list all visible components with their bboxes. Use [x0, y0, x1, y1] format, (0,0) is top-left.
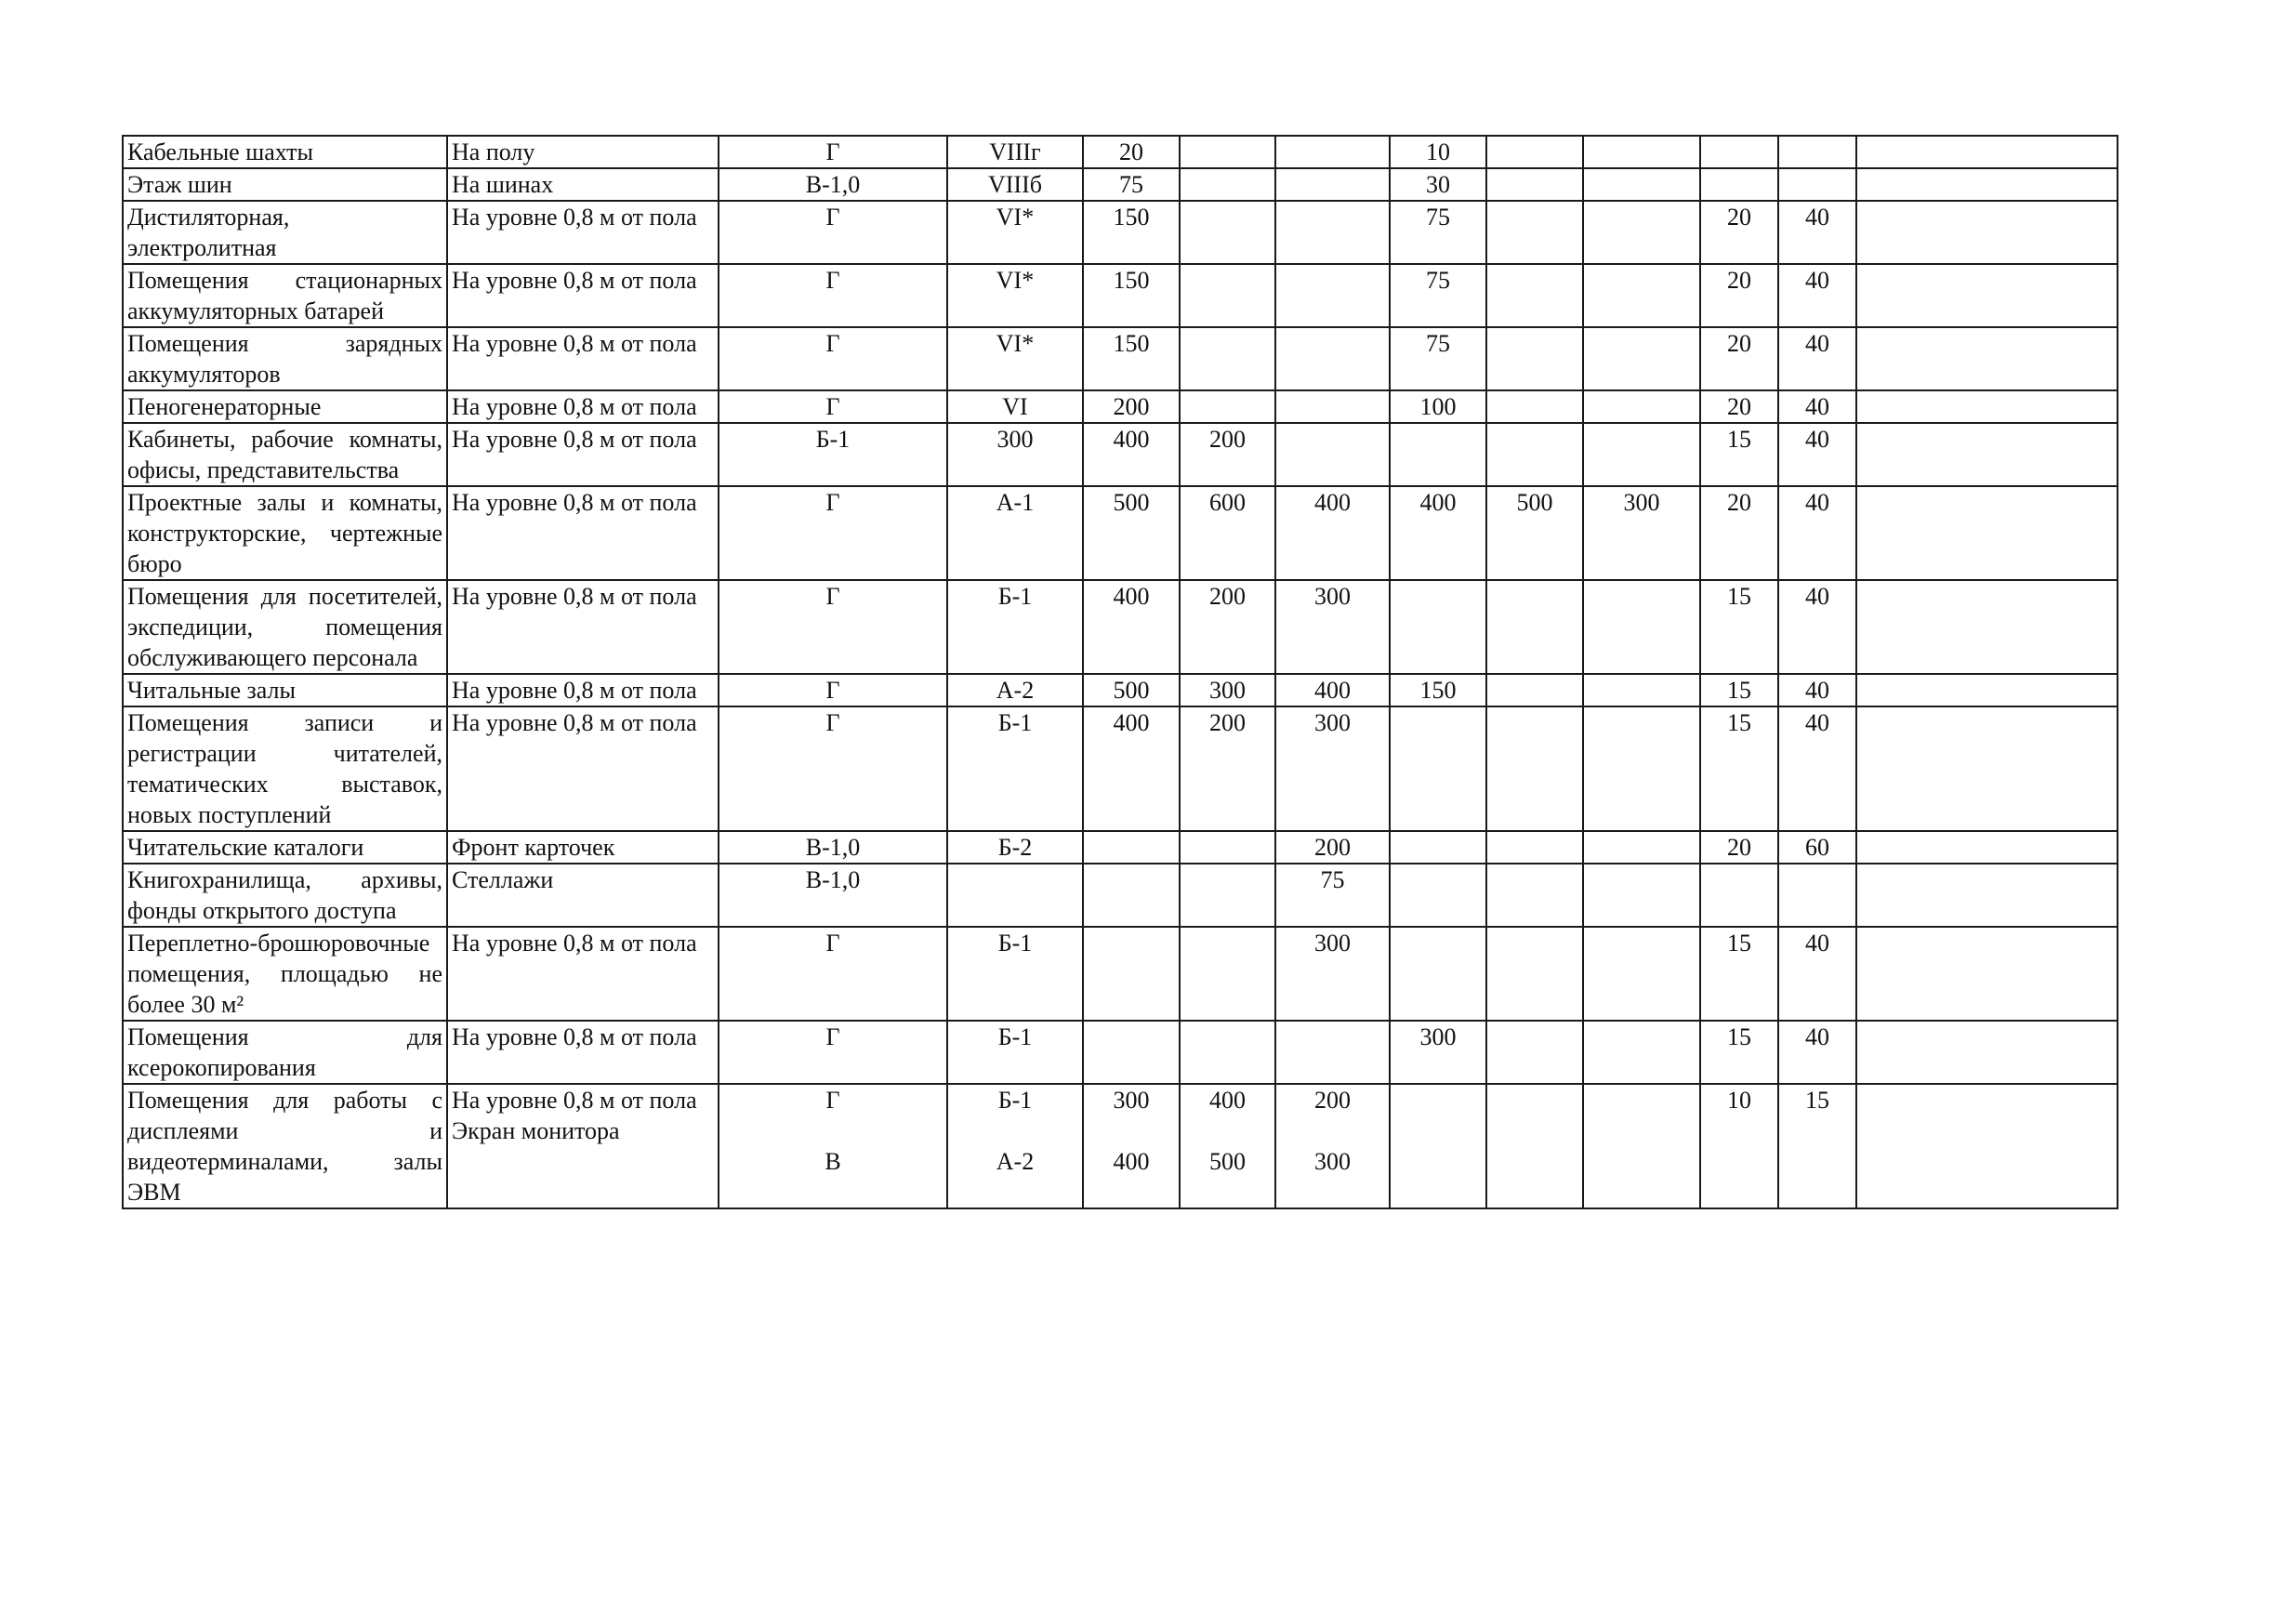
room-cell: Помещения для работы с дисплеями и видеотерминалами, залы ЭВМ: [123, 1084, 447, 1208]
value-cell: 400: [1390, 486, 1486, 580]
value-cell: [1275, 168, 1390, 201]
value-sub-2: 300: [1314, 1148, 1351, 1175]
plane-cell: На уровне 0,8 м от пола: [447, 674, 719, 706]
value-cell: В-1,0: [719, 864, 947, 927]
value-cell: VIIIг: [947, 136, 1083, 168]
value-cell: [1083, 1021, 1180, 1084]
value-cell: В-1,0: [719, 168, 947, 201]
value-cell: 40: [1778, 423, 1856, 486]
value-cell: 10: [1700, 1084, 1778, 1208]
value-cell: VIIIб: [947, 168, 1083, 201]
value-cell: [1583, 580, 1700, 674]
value-cell: 40: [1778, 390, 1856, 423]
value-cell: [1486, 1021, 1583, 1084]
value-cell: 15: [1700, 927, 1778, 1021]
value-cell: [1856, 390, 2118, 423]
table-row: [123, 264, 2118, 327]
value-sub-1: Б-1: [997, 1087, 1033, 1114]
value-cell: [1486, 580, 1583, 674]
room-cell: Помещения зарядных аккумуляторов: [123, 327, 447, 390]
value-cell: 75: [1083, 168, 1180, 201]
value-cell: 300: [1390, 1021, 1486, 1084]
value-cell: [1583, 390, 1700, 423]
value-cell: А-1: [947, 486, 1083, 580]
table-row: [123, 864, 2118, 927]
value-cell: 15: [1700, 1021, 1778, 1084]
value-cell: Г: [719, 201, 947, 264]
plane-cell: На уровне 0,8 м от пола: [447, 264, 719, 327]
value-cell: [1778, 136, 1856, 168]
value-cell: 300: [1583, 486, 1700, 580]
value-cell: 200: [1180, 580, 1275, 674]
value-cell: 200: [1083, 390, 1180, 423]
room-cell: Помещения для ксерокопирования: [123, 1021, 447, 1084]
value-cell: [1390, 864, 1486, 927]
value-cell: [1180, 201, 1275, 264]
value-cell: 300: [947, 423, 1083, 486]
value-cell: [1856, 1084, 2118, 1208]
value-cell: 40: [1778, 201, 1856, 264]
room-cell: Книгохранилища, архивы, фонды открытого доступа: [123, 864, 447, 927]
value-cell: [1583, 423, 1700, 486]
value-cell: 300: [1275, 580, 1390, 674]
room-cell: Кабинеты, рабочие комнаты, офисы, представительства: [123, 423, 447, 486]
table-row: [123, 327, 2118, 390]
value-cell: [1180, 831, 1275, 864]
value-cell: [1778, 168, 1856, 201]
value-cell: 150: [1390, 674, 1486, 706]
value-cell: [1390, 423, 1486, 486]
value-cell: 20: [1700, 831, 1778, 864]
value-cell: [1700, 136, 1778, 168]
value-cell: [1275, 423, 1390, 486]
value-cell: [1390, 706, 1486, 831]
value-cell: [1275, 390, 1390, 423]
value-cell: VI: [947, 390, 1083, 423]
plane-cell: На уровне 0,8 м от пола: [447, 706, 719, 831]
room-cell: Помещения стационарных аккумуляторных батарей: [123, 264, 447, 327]
plane-cell: Стеллажи: [447, 864, 719, 927]
value-cell: 400: [1083, 580, 1180, 674]
value-cell: [1180, 327, 1275, 390]
value-cell: [1083, 927, 1180, 1021]
room-cell: Читальные залы: [123, 674, 447, 706]
plane-cell: На полу: [447, 136, 719, 168]
value-sub-1: 300: [1113, 1087, 1150, 1114]
value-cell: [1486, 168, 1583, 201]
value-cell: Г: [719, 136, 947, 168]
value-cell: 200: [1275, 831, 1390, 864]
value-cell: [947, 1084, 1083, 1208]
value-cell: [1856, 580, 2118, 674]
value-cell: [1583, 201, 1700, 264]
value-cell: А-2: [947, 674, 1083, 706]
plane-cell: На уровне 0,8 м от пола: [447, 201, 719, 264]
value-cell: [1390, 580, 1486, 674]
value-cell: [1486, 706, 1583, 831]
room-cell: Дистиляторная, электролитная: [123, 201, 447, 264]
value-cell: 10: [1390, 136, 1486, 168]
value-cell: 75: [1390, 264, 1486, 327]
value-cell: Г: [719, 706, 947, 831]
value-cell: 200: [1180, 423, 1275, 486]
value-cell: [1180, 390, 1275, 423]
value-cell: Г: [719, 580, 947, 674]
value-cell: [1180, 1084, 1275, 1208]
value-cell: [1180, 136, 1275, 168]
table-row: [123, 1084, 2118, 1208]
value-cell: 600: [1180, 486, 1275, 580]
table-body: [123, 136, 2118, 1208]
plane-cell: [447, 1084, 719, 1208]
value-cell: [1583, 327, 1700, 390]
value-cell: [1275, 136, 1390, 168]
value-cell: [1856, 864, 2118, 927]
value-cell: [1180, 1021, 1275, 1084]
table-row: [123, 136, 2118, 168]
value-cell: [1275, 201, 1390, 264]
value-cell: [1856, 674, 2118, 706]
value-cell: 15: [1700, 423, 1778, 486]
value-cell: 150: [1083, 264, 1180, 327]
plane-sub-1: На уровне 0,8 м от пола: [452, 1087, 697, 1114]
value-cell: 40: [1778, 327, 1856, 390]
table-row: [123, 201, 2118, 264]
value-cell: [1856, 136, 2118, 168]
value-cell: [1180, 927, 1275, 1021]
value-sub-2: В: [825, 1148, 841, 1175]
value-cell: [947, 864, 1083, 927]
value-cell: Г: [719, 674, 947, 706]
table-row: [123, 390, 2118, 423]
plane-cell: На уровне 0,8 м от пола: [447, 390, 719, 423]
value-cell: 300: [1275, 706, 1390, 831]
value-cell: [1275, 1084, 1390, 1208]
value-cell: Г: [719, 486, 947, 580]
value-cell: [1486, 390, 1583, 423]
value-cell: 40: [1778, 927, 1856, 1021]
value-cell: Б-1: [947, 706, 1083, 831]
value-cell: [1583, 831, 1700, 864]
value-cell: [1083, 1084, 1180, 1208]
plane-cell: На уровне 0,8 м от пола: [447, 486, 719, 580]
value-sub-1: 200: [1314, 1087, 1351, 1114]
value-cell: [719, 1084, 947, 1208]
value-cell: [1486, 264, 1583, 327]
value-cell: [1583, 168, 1700, 201]
value-cell: 500: [1083, 486, 1180, 580]
plane-cell: Фронт карточек: [447, 831, 719, 864]
value-cell: 75: [1390, 327, 1486, 390]
table-row: [123, 706, 2118, 831]
table-row: [123, 423, 2118, 486]
value-cell: [1486, 201, 1583, 264]
value-cell: Б-1: [947, 927, 1083, 1021]
value-cell: 20: [1700, 201, 1778, 264]
value-cell: 15: [1700, 580, 1778, 674]
table-row: [123, 486, 2118, 580]
value-cell: [1583, 864, 1700, 927]
plane-cell: На шинах: [447, 168, 719, 201]
room-cell: Переплетно-брошюровочные помещения, площадью не более 30 м²: [123, 927, 447, 1021]
value-cell: 400: [1275, 486, 1390, 580]
value-cell: [1856, 831, 2118, 864]
value-cell: 400: [1275, 674, 1390, 706]
value-cell: 15: [1700, 674, 1778, 706]
value-cell: Г: [719, 927, 947, 1021]
value-cell: [1486, 864, 1583, 927]
plane-cell: На уровне 0,8 м от пола: [447, 423, 719, 486]
room-cell: Пеногенераторные: [123, 390, 447, 423]
value-sub-1: 400: [1209, 1087, 1246, 1114]
value-cell: 20: [1700, 486, 1778, 580]
plane-cell: На уровне 0,8 м от пола: [447, 580, 719, 674]
value-cell: 20: [1700, 390, 1778, 423]
table-row: [123, 674, 2118, 706]
room-cell: Этаж шин: [123, 168, 447, 201]
value-cell: 75: [1275, 864, 1390, 927]
value-cell: 400: [1083, 706, 1180, 831]
value-cell: Г: [719, 390, 947, 423]
value-cell: [1700, 168, 1778, 201]
value-cell: [1486, 927, 1583, 1021]
value-cell: VI*: [947, 201, 1083, 264]
value-cell: VI*: [947, 327, 1083, 390]
room-cell: Читательские каталоги: [123, 831, 447, 864]
value-cell: [1180, 264, 1275, 327]
value-cell: [1180, 864, 1275, 927]
value-cell: [1583, 264, 1700, 327]
value-cell: [1083, 864, 1180, 927]
value-cell: Г: [719, 327, 947, 390]
value-cell: [1275, 264, 1390, 327]
value-cell: VI*: [947, 264, 1083, 327]
value-cell: [1583, 927, 1700, 1021]
value-cell: [1486, 327, 1583, 390]
value-cell: [1856, 264, 2118, 327]
value-cell: 40: [1778, 264, 1856, 327]
value-cell: 40: [1778, 674, 1856, 706]
value-cell: Г: [719, 1021, 947, 1084]
value-cell: В-1,0: [719, 831, 947, 864]
value-cell: 100: [1390, 390, 1486, 423]
value-cell: 60: [1778, 831, 1856, 864]
value-sub-2: 500: [1209, 1148, 1246, 1175]
value-cell: 20: [1700, 327, 1778, 390]
table-row: [123, 580, 2118, 674]
value-cell: 40: [1778, 580, 1856, 674]
plane-cell: На уровне 0,8 м от пола: [447, 327, 719, 390]
value-cell: [1583, 136, 1700, 168]
value-cell: [1083, 831, 1180, 864]
plane-cell: На уровне 0,8 м от пола: [447, 927, 719, 1021]
value-cell: 150: [1083, 201, 1180, 264]
value-cell: [1778, 864, 1856, 927]
value-cell: 500: [1083, 674, 1180, 706]
room-cell: Помещения записи и регистрации читателей, тематических выставок, новых поступлений: [123, 706, 447, 831]
value-cell: [1856, 1021, 2118, 1084]
value-cell: 200: [1180, 706, 1275, 831]
table-row: [123, 831, 2118, 864]
value-cell: [1700, 864, 1778, 927]
value-cell: Б-2: [947, 831, 1083, 864]
value-cell: [1856, 201, 2118, 264]
table-row: [123, 1021, 2118, 1084]
value-cell: [1390, 831, 1486, 864]
value-cell: [1390, 1084, 1486, 1208]
value-cell: [1486, 1084, 1583, 1208]
value-sub-2: А-2: [996, 1148, 1035, 1175]
value-cell: [1856, 706, 2118, 831]
value-cell: 15: [1700, 706, 1778, 831]
value-cell: 20: [1700, 264, 1778, 327]
value-cell: 300: [1275, 927, 1390, 1021]
value-sub-2: 400: [1113, 1148, 1150, 1175]
value-cell: [1486, 674, 1583, 706]
value-cell: [1486, 136, 1583, 168]
value-cell: [1856, 327, 2118, 390]
value-cell: [1856, 486, 2118, 580]
value-cell: 40: [1778, 1021, 1856, 1084]
table-row: [123, 168, 2118, 201]
value-cell: 300: [1180, 674, 1275, 706]
value-cell: [1856, 423, 2118, 486]
value-cell: [1390, 927, 1486, 1021]
value-cell: [1275, 327, 1390, 390]
value-cell: 15: [1778, 1084, 1856, 1208]
value-cell: Б-1: [719, 423, 947, 486]
value-cell: Б-1: [947, 580, 1083, 674]
value-cell: 30: [1390, 168, 1486, 201]
room-cell: Проектные залы и комнаты, конструкторские, чертежные бюро: [123, 486, 447, 580]
value-cell: 40: [1778, 706, 1856, 831]
value-cell: [1583, 706, 1700, 831]
value-cell: [1583, 1021, 1700, 1084]
value-cell: 400: [1083, 423, 1180, 486]
value-cell: [1583, 674, 1700, 706]
value-cell: 40: [1778, 486, 1856, 580]
plane-cell: На уровне 0,8 м от пола: [447, 1021, 719, 1084]
room-cell: Помещения для посетителей, экспедиции, помещения обслуживающего персонала: [123, 580, 447, 674]
plane-sub-2: Экран монитора: [452, 1117, 620, 1144]
value-cell: [1583, 1084, 1700, 1208]
value-cell: [1486, 831, 1583, 864]
value-cell: 500: [1486, 486, 1583, 580]
value-cell: [1856, 927, 2118, 1021]
value-sub-1: Г: [825, 1087, 840, 1114]
value-cell: Г: [719, 264, 947, 327]
value-cell: 75: [1390, 201, 1486, 264]
value-cell: 150: [1083, 327, 1180, 390]
value-cell: [1180, 168, 1275, 201]
value-cell: [1486, 423, 1583, 486]
table-row: [123, 927, 2118, 1021]
value-cell: [1275, 1021, 1390, 1084]
room-cell: Кабельные шахты: [123, 136, 447, 168]
illumination-norms-table: [122, 135, 2118, 1209]
value-cell: 20: [1083, 136, 1180, 168]
value-cell: [1856, 168, 2118, 201]
value-cell: Б-1: [947, 1021, 1083, 1084]
